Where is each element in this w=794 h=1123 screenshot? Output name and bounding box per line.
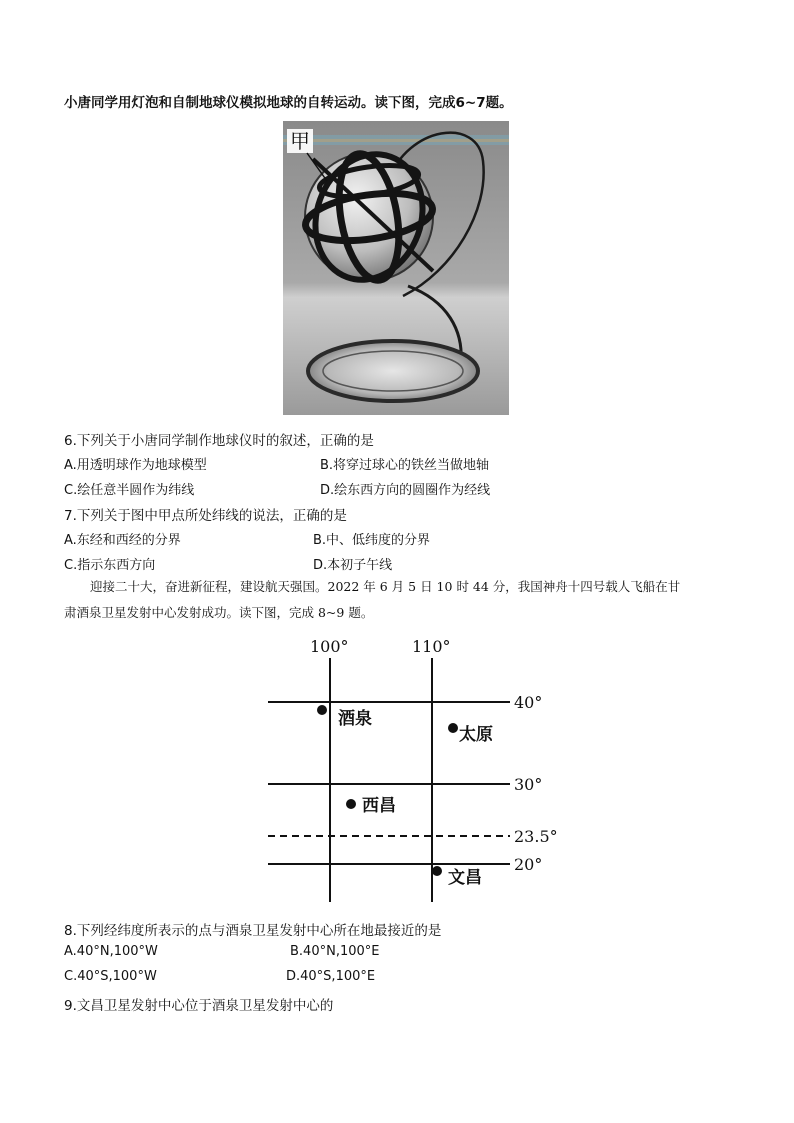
- question-7-option-c: C.指示东西方向: [64, 558, 156, 573]
- question-6-option-c: C.绘任意半圆作为纬线: [64, 483, 195, 498]
- question-6-stem: 6.下列关于小唐同学制作地球仪时的叙述，正确的是: [64, 433, 374, 449]
- city-dot-xichang: [346, 799, 356, 809]
- intro-line-1: 迎接二十大，奋进新征程，建设航天强国。2022 年 6 月 5 日 10 时 44 分，我国神舟十四号载人飞船在甘: [90, 579, 681, 594]
- city-label-taiyuan: 太原: [459, 725, 493, 745]
- intro-line-2: 肃酒泉卫星发射中心发射成功。读下图，完成 8~9 题。: [64, 605, 374, 620]
- question-7-option-a: A.东经和西经的分界: [64, 533, 181, 548]
- question-7-stem: 7.下列关于图中甲点所处纬线的说法，正确的是: [64, 508, 347, 524]
- globe-model-photo: [283, 121, 509, 415]
- city-label-xichang: 西昌: [362, 796, 396, 816]
- city-dot-taiyuan: [448, 723, 458, 733]
- city-label-jiuquan: 酒泉: [338, 709, 372, 729]
- question-6-option-d: D.绘东西方向的圆圈作为经线: [320, 483, 491, 498]
- question-8-option-c: C.40°S,100°W: [64, 969, 157, 984]
- lat-label-23-5: 23.5°: [514, 827, 558, 846]
- question-6-option-a: A.用透明球作为地球模型: [64, 458, 207, 473]
- lat-label-30: 30°: [514, 775, 543, 794]
- question-9-stem: 9.文昌卫星发射中心位于酒泉卫星发射中心的: [64, 998, 334, 1014]
- question-8-option-a: A.40°N,100°W: [64, 944, 158, 959]
- lat-lon-grid-map: [262, 630, 562, 902]
- question-8-option-b: B.40°N,100°E: [290, 944, 380, 959]
- intro-text-q6-7: 小唐同学用灯泡和自制地球仪模拟地球的自转运动。读下图，完成6~7题。: [64, 95, 513, 111]
- question-8-stem: 8.下列经纬度所表示的点与酒泉卫星发射中心所在地最接近的是: [64, 923, 442, 939]
- question-6-option-b: B.将穿过球心的铁丝当做地轴: [320, 458, 490, 473]
- lat-label-20: 20°: [514, 855, 543, 874]
- photo-label-jia: 甲: [290, 129, 310, 153]
- city-dot-jiuquan: [317, 705, 327, 715]
- lon-label-100: 100°: [310, 637, 349, 656]
- city-dot-wenchang: [432, 866, 442, 876]
- question-7-option-b: B.中、低纬度的分界: [313, 533, 431, 548]
- question-8-option-d: D.40°S,100°E: [286, 969, 376, 984]
- intro-text-q8-9: [64, 574, 734, 626]
- city-label-wenchang: 文昌: [448, 868, 482, 888]
- lon-label-110: 110°: [412, 637, 451, 656]
- lat-label-40: 40°: [514, 693, 543, 712]
- question-7-option-d: D.本初子午线: [313, 558, 393, 573]
